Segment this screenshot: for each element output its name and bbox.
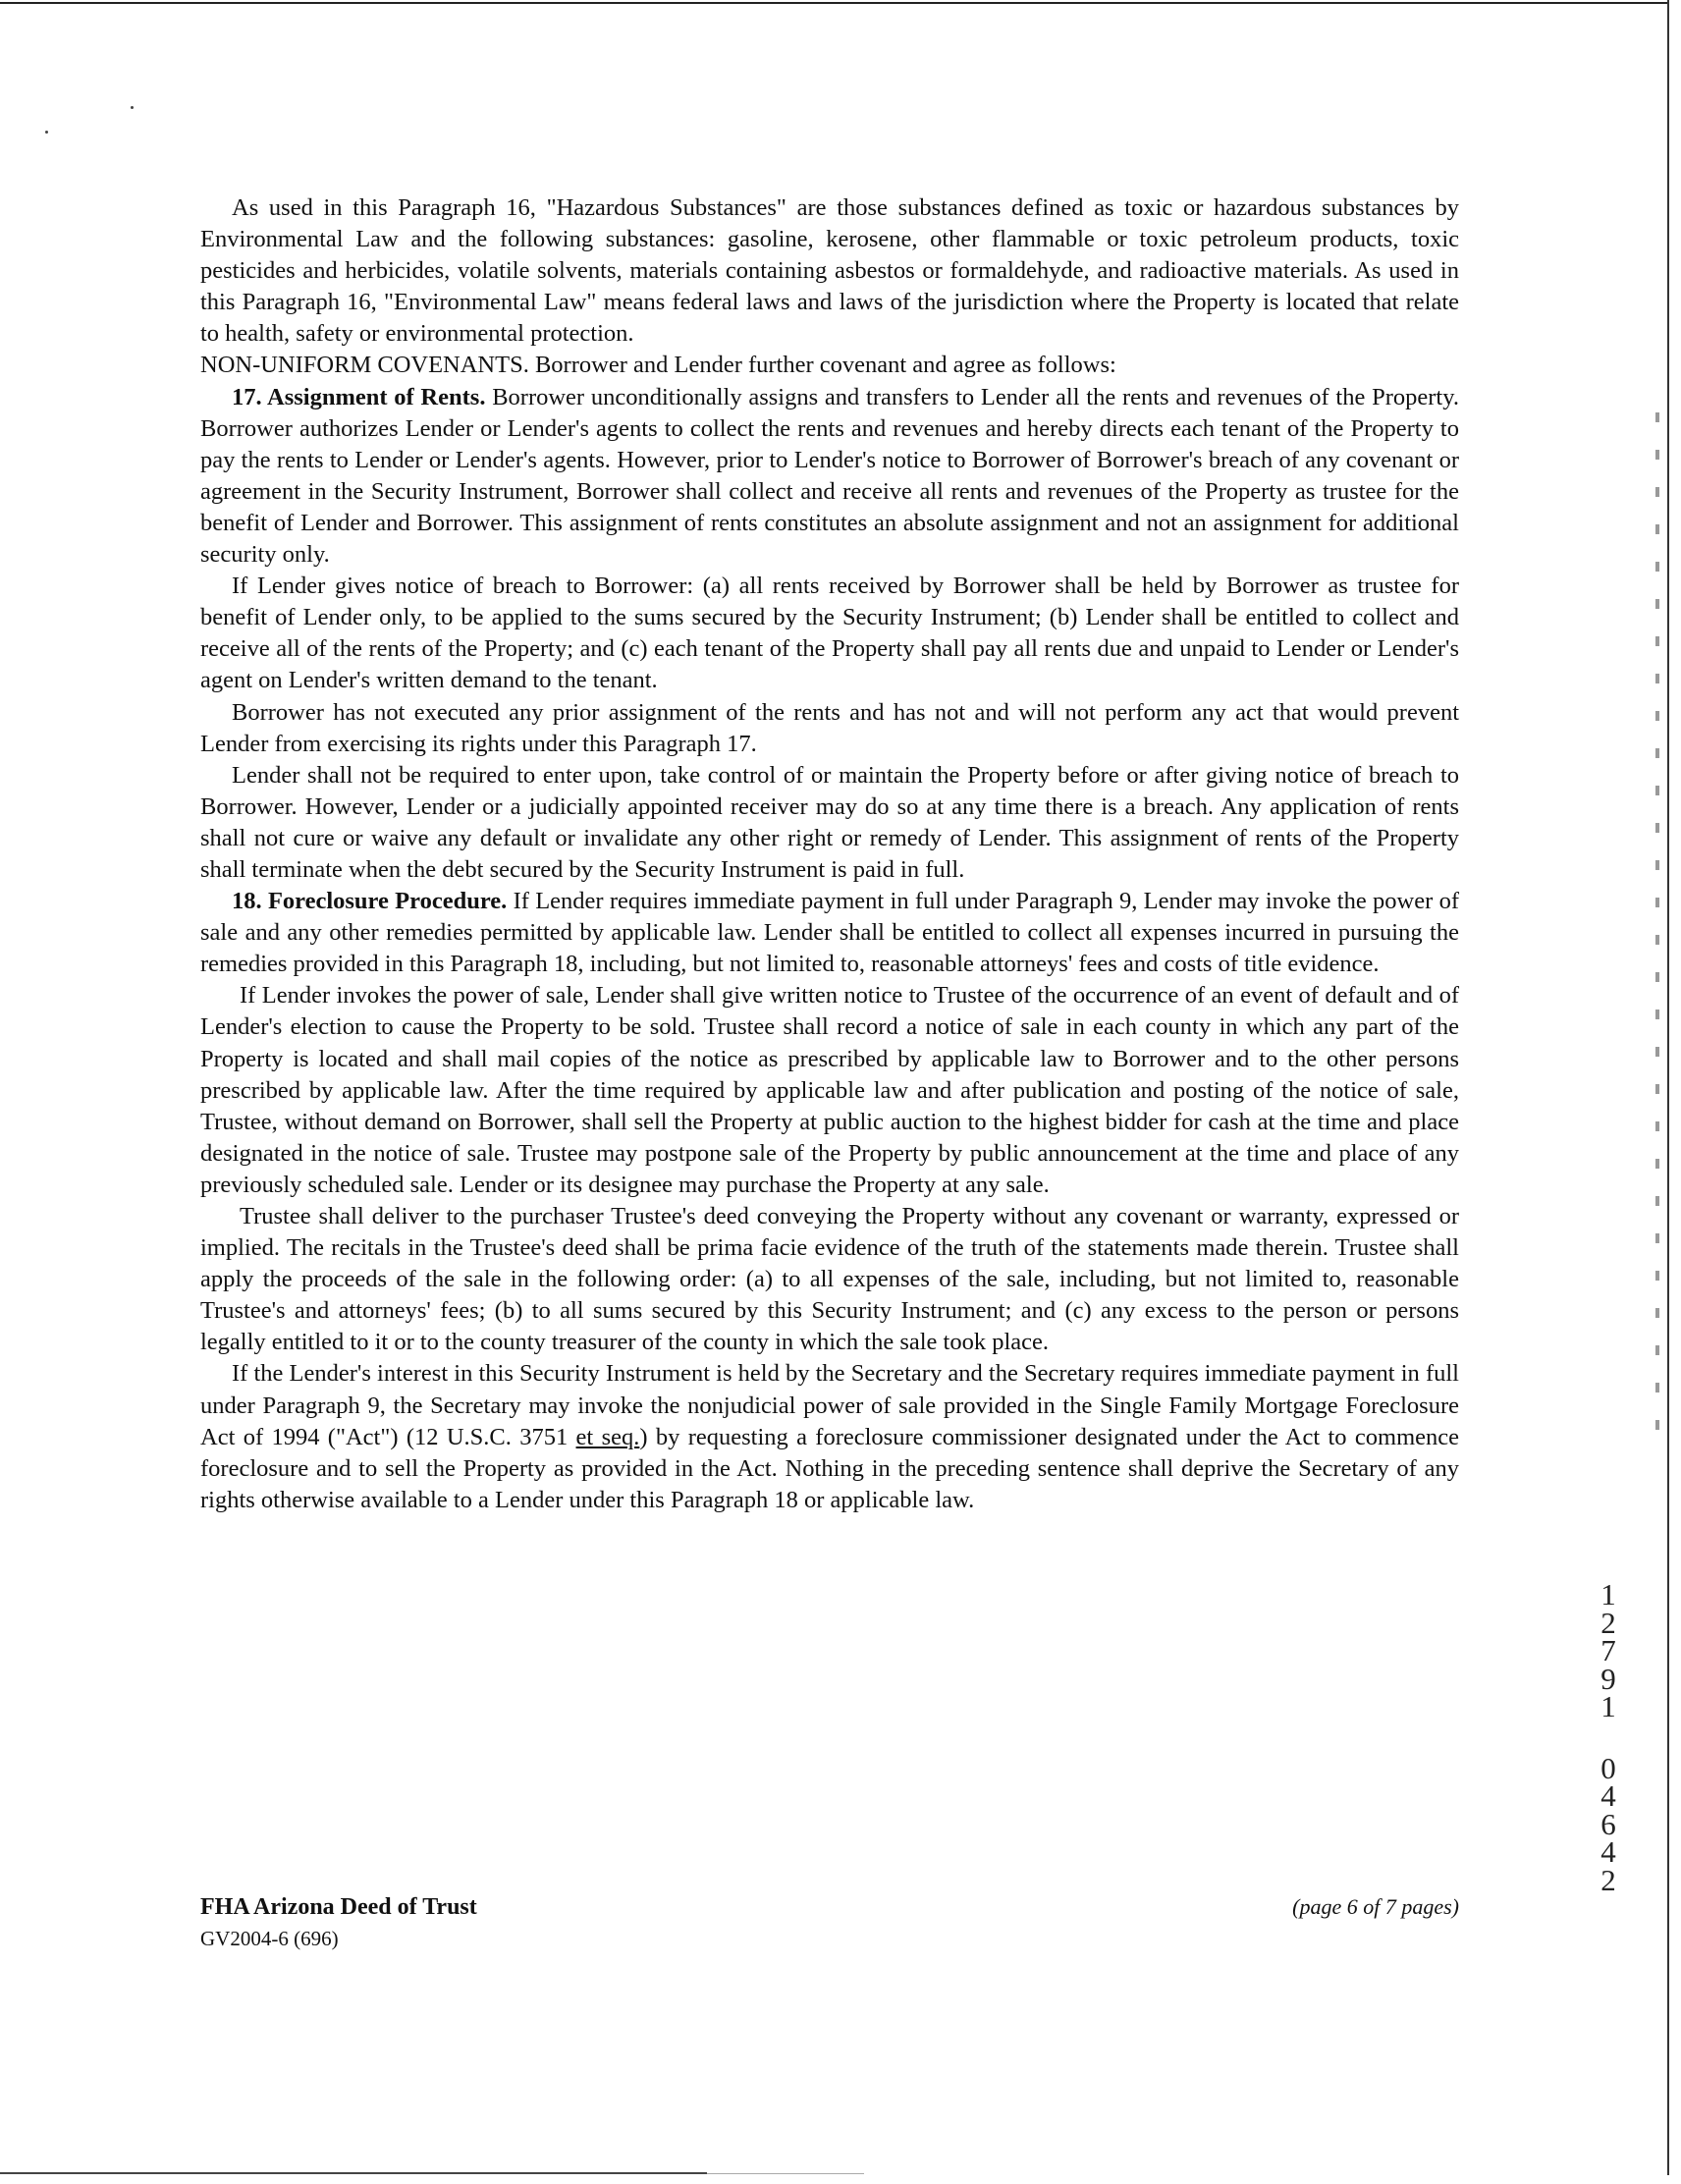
section-heading: 17. Assignment of Rents.	[232, 383, 486, 410]
paragraph-power-of-sale: If Lender invokes the power of sale, Lender shall give written notice to Trustee of the occurrence of an event of default and of Lender's election to cause the Property to be sold. Trustee shall record a notice of sale in each county in which any part of the Property is located and shall mail copies of the notice as prescribed by applicable law to Borrower and to the other persons prescribed by applicable law. After the time required by applicable law and after publication and posting of the notice of sale, Trustee, without demand on Borrower, shall sell the Property at public auction to the highest bidder for cash at the time and place designated in the notice of sale. Trustee may postpone sale of the Property by public announcement at the time and place of any previously scheduled sale. Lender or its designee may purchase the Property at any sale.	[200, 982, 1459, 1198]
paragraph-trustee-deed: Trustee shall deliver to the purchaser Trustee's deed conveying the Property without any covenant or warranty, expressed or implied. The recitals in the Trustee's deed shall be prima facie evidence of the truth of the statements made therein. Trustee shall apply the proceeds of the sale in the following order: (a) to all expenses of the sale, including, but not limited to, reasonable Trustee's and attorneys' fees; (b) to all sums secured by this Security Instrument; and (c) any excess to the person or persons legally entitled to it or to the county treasurer of the county in which the sale took place.	[200, 1203, 1459, 1356]
paragraph-secretary-foreclosure: If the Lender's interest in this Security Instrument is held by the Secretary and the Secretary requires immediate payment in full under Paragraph 9, the Secretary may invoke the nonjudicial power of sale provided in the Single Family Mortgage Foreclosure Act of 1994 ("Act") (12 U.S.C. 3751 et seq.) by requesting a foreclosure commissioner designated under the Act to commence foreclosure and to sell the Property as provided in the Act. Nothing in the preceding sentence shall deprive the Secretary of any rights otherwise available to a Lender under this Paragraph 18 or applicable law.	[200, 1360, 1459, 1513]
scan-edge-bottom-faint	[707, 2173, 864, 2174]
form-title: FHA Arizona Deed of Trust	[200, 1894, 477, 1920]
page-number: (page 6 of 7 pages)	[1292, 1894, 1459, 1919]
paragraph-non-uniform-covenants: NON-UNIFORM COVENANTS. Borrower and Lender further covenant and agree as follows:	[200, 352, 1116, 379]
form-code: GV2004-6 (696)	[200, 1927, 339, 1950]
footer-form-info	[200, 1891, 477, 1954]
section-heading: 18. Foreclosure Procedure.	[232, 888, 508, 915]
recording-number-stamp: 1 2 7 9 1 0 4 6 4 2	[1600, 1577, 1616, 1897]
paragraph-hazardous-substances: As used in this Paragraph 16, "Hazardous Substances" are those substances defined as toxic or hazardous substances by Environmental Law and the following substances: gasoline, kerosene, other flammable or toxic petroleum products, toxic pesticides and herbicides, volatile solvents, materials containing asbestos or formaldehyde, and radioactive materials. As used in this Paragraph 16, "Environmental Law" means federal laws and laws of the jurisdiction where the Property is located that relate to health, safety or environmental protection.	[200, 194, 1459, 348]
scan-margin-marks	[1655, 412, 1659, 1444]
scan-speck	[131, 106, 134, 109]
scan-edge-bottom	[0, 2172, 707, 2174]
scan-edge-right	[1667, 0, 1669, 2175]
paragraph-notice-of-breach: If Lender gives notice of breach to Borrower: (a) all rents received by Borrower shall be held by Borrower as trustee for benefit of Lender only, to be applied to the sums secured by the Security Instrument; (b) Lender shall be entitled to collect and receive all of the rents of the Property; and (c) each tenant of the Property shall pay all rents due and unpaid to Lender or Lender's agent on Lender's written demand to the tenant.	[200, 573, 1459, 694]
scan-speck	[45, 131, 48, 134]
paragraph-assignment-of-rents: 17. Assignment of Rents. Borrower unconditionally assigns and transfers to Lender all the rents and revenues of the Property. Borrower authorizes Lender or Lender's agents to collect the rents and revenues and hereby directs each tenant of the Property to pay the rents to Lender or Lender's agents. However, prior to Lender's notice to Borrower of Borrower's breach of any covenant or agreement in the Security Instrument, Borrower shall collect and receive all rents and revenues of the Property as trustee for the benefit of Lender and Borrower. This assignment of rents constitutes an absolute assignment and not an assignment for additional security only.	[200, 383, 1459, 569]
paragraph-foreclosure-procedure: 18. Foreclosure Procedure. If Lender requires immediate payment in full under Paragraph 9, Lender may invoke the power of sale and any other remedies permitted by applicable law. Lender shall be entitled to collect all expenses incurred in pursuing the remedies provided in this Paragraph 18, including, but not limited to, reasonable attorneys' fees and costs of title evidence.	[200, 888, 1459, 978]
paragraph-prior-assignment: Borrower has not executed any prior assignment of the rents and has not and will not perform any act that would prevent Lender from exercising its rights under this Paragraph 17.	[200, 698, 1459, 757]
document-body	[200, 192, 1459, 1516]
scan-edge-top	[0, 2, 1669, 4]
paragraph-lender-control: Lender shall not be required to enter upon, take control of or maintain the Property before or after giving notice of breach to Borrower. However, Lender or a judicially appointed receiver may do so at any time there is a breach. Any application of rents shall not cure or waive any default or invalidate any other right or remedy of Lender. This assignment of rents of the Property shall terminate when the debt secured by the Security Instrument is paid in full.	[200, 761, 1459, 883]
